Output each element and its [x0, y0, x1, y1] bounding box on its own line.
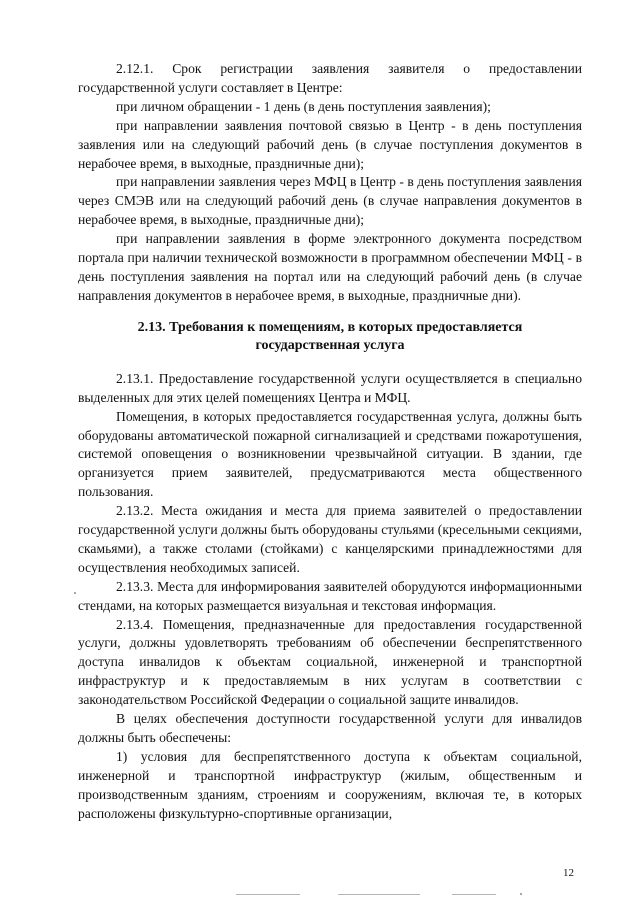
scan-artifact-line [236, 894, 300, 895]
paragraph-accessibility: В целях обеспечения доступности государственной услуги для инвалидов должны быть обеспечены: [78, 711, 582, 745]
page-number: 12 [563, 867, 574, 879]
scan-artifact-line [452, 894, 496, 895]
section-heading-line-2: государственная услуга [255, 338, 405, 354]
paragraph-electronic: при направлении заявления в форме электронного документа посредством портала при наличии технической возможности в программном обеспечении МФЦ - в день поступления заявления на портал или на следующий рабочий день (в случае направления документов в нерабочее время, в выходные, праздничные дни). [78, 231, 582, 303]
paragraph-2-13-3: 2.13.3. Места для информирования заявителей оборудуются информационными стендами, на которых размещается визуальная и текстовая информация. [78, 578, 582, 613]
scan-artifact-dot [520, 893, 522, 895]
paragraph-2-13-4: 2.13.4. Помещения, предназначенные для предоставления государственной услуги, должны удовлетворять требованиям об обеспечении беспрепятственного доступа инвалидов к объектам социальной, инженерной и транспортной инфраструктур и к предоставляемым в них услугам в соответствии с законодательством Российской Федерации о социальной защите инвалидов. [78, 616, 582, 708]
scan-artifact-line [338, 894, 420, 895]
paragraph-mfc: при направлении заявления через МФЦ в Центр - в день поступления заявления через СМЭВ или на следующий рабочий день (в случае направления документов в нерабочее время, в выходные, праздничные дни); [78, 174, 582, 228]
document-body [78, 60, 582, 824]
scan-artifact-dot [74, 592, 76, 594]
paragraph-personal-visit: при личном обращении - 1 день (в день поступления заявления); [116, 98, 491, 114]
section-heading-line-1: 2.13. Требования к помещениям, в которых предоставляется [137, 319, 523, 335]
paragraph-postal: при направлении заявления почтовой связью в Центр - в день поступления заявления или на следующий рабочий день (в случае поступления документов в нерабочее время, в выходные, праздничные дни); [78, 117, 582, 171]
paragraph-accessibility-item-1: 1) условия для беспрепятственного доступа к объектам социальной, инженерной и транспортной инфраструктур (жилым, общественным и производственным зданиям, строениям и сооружениям, включая те, в которых расположены физкультурно-спортивные организации, [78, 748, 582, 821]
section-heading-2-13 [78, 319, 582, 356]
paragraph-2-13-1: 2.13.1. Предоставление государственной услуги осуществляется в специально выделенных для этих целей помещениях Центра и МФЦ. [78, 370, 582, 405]
paragraph-premises-equipment: Помещения, в которых предоставляется государственная услуга, должны быть оборудованы автоматической пожарной сигнализацией и средствами пожаротушения, системой оповещения о возникновении чрезвычайной ситуации. В здании, где организуется прием заявителей, предусматриваются места общественного пользования. [78, 408, 582, 500]
paragraph-2-12-1: 2.12.1. Срок регистрации заявления заявителя о предоставлении государственной услуги составляет в Центре: [78, 61, 582, 95]
paragraph-2-13-2: 2.13.2. Места ожидания и места для приема заявителей о предоставлении государственной услуги должны быть оборудованы стульями (кресельными секциями, скамьями), а также столами (стойками) с канцелярскими принадлежностями для осуществления необходимых записей. [78, 503, 582, 575]
